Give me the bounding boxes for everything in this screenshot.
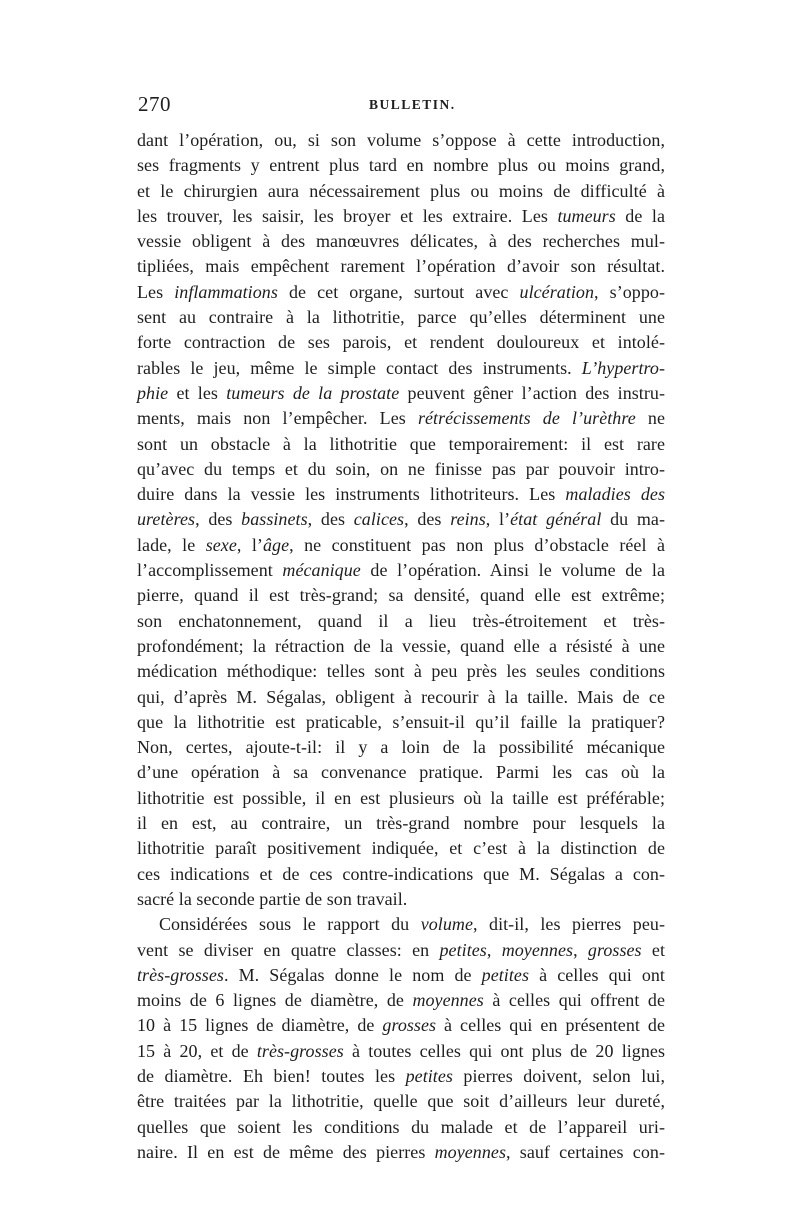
text-segment: vent se diviser en quatre classes: en bbox=[137, 939, 440, 960]
text-line bbox=[137, 381, 665, 406]
italic-segment: rétrécissements de l’urèthre bbox=[417, 408, 636, 429]
text-segment: à celles qui offrent de bbox=[483, 990, 665, 1011]
text-segment: forte contraction de ses parois, et rendent douloureux et intolé- bbox=[137, 332, 665, 353]
text-line bbox=[137, 153, 665, 178]
italic-segment: petites bbox=[481, 964, 529, 985]
text-segment: , ne constituent pas non plus d’obstacle réel à bbox=[289, 534, 665, 555]
text-segment: , sauf certaines con- bbox=[506, 1141, 665, 1162]
text-segment: , s’oppo- bbox=[594, 281, 665, 302]
text-segment: , l’ bbox=[236, 534, 263, 555]
text-segment: dant l’opération, ou, si son volume s’oppose à cette introduction, bbox=[137, 130, 665, 150]
text-segment: , des bbox=[195, 509, 242, 530]
text-segment: ses fragments y entrent plus tard en nombre plus ou moins grand, bbox=[137, 155, 665, 176]
text-line bbox=[137, 912, 665, 937]
text-line bbox=[137, 204, 665, 229]
italic-segment: phie bbox=[137, 382, 169, 403]
italic-segment: L’hypertro- bbox=[581, 357, 665, 378]
text-segment: sent au contraire à la lithotritie, parce qu’elles déterminent une bbox=[137, 307, 665, 328]
text-line bbox=[137, 583, 665, 608]
text-line bbox=[137, 1064, 665, 1089]
italic-segment: très-grosses bbox=[256, 1040, 344, 1061]
text-segment: , dit-il, les pierres peu- bbox=[472, 914, 665, 935]
text-segment: moins de 6 lignes de diamètre, de bbox=[137, 990, 413, 1011]
text-line bbox=[137, 938, 665, 963]
text-segment: et bbox=[641, 939, 665, 960]
italic-segment: petites bbox=[439, 939, 487, 960]
text-line bbox=[137, 533, 665, 558]
text-segment: d’une opération à sa convenance pratique. Parmi les cas où la bbox=[137, 762, 665, 783]
text-segment: de diamètre. Eh bien! toutes les bbox=[137, 1065, 406, 1086]
text-segment: , bbox=[486, 939, 502, 960]
body-text bbox=[137, 128, 665, 1165]
text-line bbox=[137, 811, 665, 836]
italic-segment: calices bbox=[353, 509, 405, 530]
text-segment: de l’opération. Ainsi le volume de la bbox=[360, 560, 665, 581]
italic-segment: uretères bbox=[137, 509, 196, 530]
italic-segment: moyennes bbox=[501, 939, 574, 960]
text-segment: duire dans la vessie les instruments lithotriteurs. Les bbox=[137, 484, 566, 505]
text-segment: pierres doivent, selon lui, bbox=[452, 1065, 665, 1086]
text-segment: 15 à 20, et de bbox=[137, 1040, 257, 1061]
text-segment: à celles qui ont bbox=[529, 964, 665, 985]
text-segment: , l’ bbox=[485, 509, 511, 530]
italic-segment: très-grosses bbox=[137, 964, 224, 985]
text-segment: qu’avec du temps et du soin, on ne finisse pas par pouvoir intro- bbox=[137, 458, 665, 479]
text-line bbox=[137, 280, 665, 305]
text-line bbox=[137, 887, 665, 912]
italic-segment: inflammations bbox=[174, 281, 278, 302]
text-segment: et les bbox=[168, 382, 227, 403]
text-line bbox=[137, 634, 665, 659]
italic-segment: ulcération bbox=[519, 281, 595, 302]
text-segment: , des bbox=[404, 509, 451, 530]
page-number: 270 bbox=[138, 92, 171, 116]
text-line bbox=[137, 229, 665, 254]
text-segment: de la bbox=[615, 205, 666, 226]
text-line bbox=[137, 558, 665, 583]
text-line bbox=[137, 128, 665, 153]
text-line bbox=[137, 406, 665, 431]
text-segment: pierre, quand il est très-grand; sa densité, quand elle est extrême; bbox=[137, 585, 665, 606]
text-segment: à toutes celles qui ont plus de 20 lignes bbox=[343, 1040, 665, 1061]
text-line bbox=[137, 507, 665, 532]
text-segment: rables le jeu, même le simple contact des instruments. bbox=[137, 357, 582, 378]
text-line bbox=[137, 786, 665, 811]
text-line bbox=[137, 1039, 665, 1064]
italic-segment: mécanique bbox=[282, 560, 361, 581]
text-segment: , des bbox=[307, 509, 354, 530]
text-segment: tipliées, mais empêchent rarement l’opération d’avoir son résultat. bbox=[137, 256, 665, 277]
text-segment: sont un obstacle à la lithotritie que temporairement: il est rare bbox=[137, 433, 665, 454]
text-line bbox=[137, 1115, 665, 1140]
text-line bbox=[137, 254, 665, 279]
text-line bbox=[137, 760, 665, 785]
text-segment: lithotritie paraît positivement indiquée, et c’est à la distinction de bbox=[137, 838, 665, 859]
page-header bbox=[136, 92, 668, 122]
italic-segment: bassinets bbox=[241, 509, 308, 530]
text-segment: que la lithotritie est praticable, s’ensuit-il qu’il faille la pratiquer? bbox=[137, 711, 665, 732]
italic-segment: volume bbox=[420, 914, 473, 935]
text-line bbox=[137, 457, 665, 482]
text-segment: être traitées par la lithotritie, quelle que soit d’ailleurs leur dureté, bbox=[137, 1091, 665, 1112]
text-segment: l’accomplissement bbox=[137, 560, 283, 581]
text-line bbox=[137, 609, 665, 634]
text-segment: médication méthodique: telles sont à peu près les seules conditions bbox=[137, 661, 665, 682]
italic-segment: tumeurs bbox=[557, 205, 616, 226]
text-line bbox=[137, 305, 665, 330]
text-line bbox=[137, 356, 665, 381]
text-segment: ments, mais non l’empêcher. Les bbox=[137, 408, 418, 429]
italic-segment: moyennes bbox=[434, 1141, 506, 1162]
text-segment: peuvent gêner l’action des instru- bbox=[399, 382, 665, 403]
italic-segment: grosses bbox=[587, 939, 642, 960]
text-segment: qui, d’après M. Ségalas, obligent à recourir à la taille. Mais de ce bbox=[137, 686, 665, 707]
text-line bbox=[137, 862, 665, 887]
text-line bbox=[137, 710, 665, 735]
text-line bbox=[137, 330, 665, 355]
text-line bbox=[137, 963, 665, 988]
text-segment: et le chirurgien aura nécessairement plus ou moins de difficulté à bbox=[137, 180, 665, 201]
italic-segment: sexe bbox=[205, 534, 237, 555]
running-head: BULLETIN. bbox=[369, 97, 456, 112]
text-segment: naire. Il en est de même des pierres bbox=[137, 1141, 435, 1162]
text-segment: lade, le bbox=[137, 534, 206, 555]
text-segment: ces indications et de ces contre-indications que M. Ségalas a con- bbox=[137, 863, 665, 884]
text-segment: du ma- bbox=[601, 509, 666, 530]
text-line bbox=[137, 432, 665, 457]
italic-segment: état général bbox=[510, 509, 602, 530]
text-segment: ne bbox=[635, 408, 665, 429]
text-line bbox=[137, 1013, 665, 1038]
text-segment: il en est, au contraire, un très-grand nombre pour lesquels la bbox=[137, 813, 665, 834]
italic-segment: reins bbox=[450, 509, 486, 530]
text-segment: les trouver, les saisir, les broyer et les extraire. Les bbox=[137, 205, 558, 226]
text-segment: sacré la seconde partie de son travail. bbox=[137, 888, 408, 909]
text-segment: lithotritie est possible, il en est plusieurs où la taille est préférable; bbox=[137, 787, 665, 808]
text-segment: profondément; la rétraction de la vessie, quand elle a résisté à une bbox=[137, 635, 665, 656]
italic-segment: tumeurs de la prostate bbox=[226, 382, 400, 403]
text-segment: . M. Ségalas donne le nom de bbox=[223, 964, 482, 985]
text-line bbox=[137, 988, 665, 1013]
italic-segment: moyennes bbox=[412, 990, 484, 1011]
text-segment: , bbox=[573, 939, 588, 960]
text-line bbox=[137, 836, 665, 861]
italic-segment: grosses bbox=[382, 1015, 437, 1036]
text-line bbox=[137, 1140, 665, 1165]
text-segment: vessie obligent à des manœuvres délicates, à des recherches mul- bbox=[137, 231, 665, 252]
text-line bbox=[137, 482, 665, 507]
text-line bbox=[137, 659, 665, 684]
text-segment: Les bbox=[137, 281, 175, 302]
text-segment: 10 à 15 lignes de diamètre, de bbox=[137, 1015, 383, 1036]
text-segment: quelles que soient les conditions du malade et de l’appareil uri- bbox=[137, 1116, 665, 1137]
text-line bbox=[137, 1089, 665, 1114]
text-line bbox=[137, 685, 665, 710]
text-segment: son enchatonnement, quand il a lieu très-étroitement et très- bbox=[137, 610, 665, 631]
text-segment: à celles qui en présentent de bbox=[436, 1015, 665, 1036]
italic-segment: âge bbox=[262, 534, 290, 555]
text-line bbox=[137, 179, 665, 204]
text-segment: Considérées sous le rapport du bbox=[159, 914, 421, 935]
text-line bbox=[137, 735, 665, 760]
text-segment: de cet organe, surtout avec bbox=[277, 281, 520, 302]
italic-segment: maladies des bbox=[565, 484, 665, 505]
italic-segment: petites bbox=[405, 1065, 453, 1086]
text-segment: Non, certes, ajoute-t-il: il y a loin de la possibilité mécanique bbox=[137, 737, 665, 758]
